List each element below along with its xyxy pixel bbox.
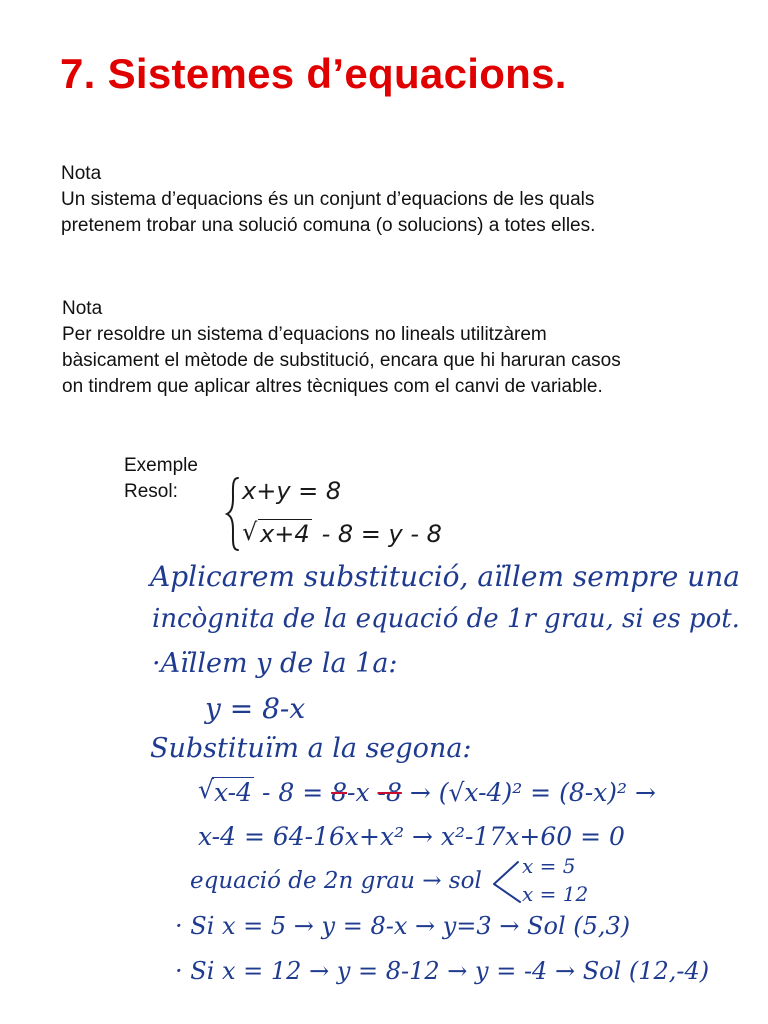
arrow-icon: → bbox=[409, 778, 431, 807]
handwritten-line: Substituïm a la segona: bbox=[150, 733, 472, 764]
system-equation-1: x+y = 8 bbox=[242, 477, 342, 505]
branch-bracket-icon bbox=[486, 850, 526, 910]
note-method bbox=[62, 296, 621, 400]
square-root bbox=[198, 775, 254, 807]
handwritten-line: incògnita de la equació de 1r grau, si es pot. bbox=[152, 604, 740, 634]
note-text-line: Un sistema d’equacions és un conjunt d’equacions de les quals bbox=[61, 189, 595, 210]
example-label: Exemple bbox=[124, 455, 198, 476]
note-text-line: on tindrem que aplicar altres tècniques com el canvi de variable. bbox=[62, 376, 603, 397]
expression-part: -x bbox=[347, 778, 370, 807]
note-text-line: Per resoldre un sistema d’equacions no lineals utilitzàrem bbox=[62, 324, 547, 345]
note-heading: Nota bbox=[62, 298, 103, 319]
handwritten-line: · Si x = 5 → y = 8-x → y=3 → Sol (5,3) bbox=[175, 912, 631, 940]
square-root bbox=[242, 520, 312, 548]
system-equation-2 bbox=[242, 520, 442, 548]
radical-sign-icon: √ bbox=[242, 518, 258, 546]
cancelled-term: -8 bbox=[377, 778, 402, 807]
handwritten-line: · Si x = 12 → y = 8-12 → y = -4 → Sol (12,-4) bbox=[175, 957, 710, 985]
solutions-branch bbox=[486, 850, 626, 910]
solution-value: x = 5 bbox=[522, 854, 576, 878]
example-label-block bbox=[124, 453, 198, 505]
expression-part: - 8 = bbox=[261, 778, 324, 807]
radicand: x+4 bbox=[260, 520, 310, 548]
radical-sign-icon: √ bbox=[198, 775, 214, 804]
note-definition bbox=[61, 161, 595, 239]
system-brace-icon bbox=[224, 474, 242, 554]
equation-rest: - 8 = y - 8 bbox=[321, 520, 442, 548]
expression-part: (√x-4)² = (8-x)² → bbox=[438, 778, 656, 807]
page-title: 7. Sistemes d’equacions. bbox=[60, 50, 567, 97]
note-text-line: pretenem trobar una solució comuna (o solucions) a totes elles. bbox=[61, 215, 596, 236]
radicand: x-4 bbox=[214, 778, 253, 807]
example-prompt: Resol: bbox=[124, 481, 178, 502]
handwritten-line: ·Aïllem y de la 1a: bbox=[152, 648, 398, 679]
handwritten-line: equació de 2n grau → sol bbox=[190, 868, 482, 894]
handwritten-line: y = 8-x bbox=[205, 692, 306, 725]
handwritten-line bbox=[198, 775, 656, 807]
equation-system bbox=[224, 474, 484, 554]
note-text-line: bàsicament el mètode de substitució, encara que hi haruran casos bbox=[62, 350, 621, 371]
handwritten-line: Aplicarem substitució, aïllem sempre una bbox=[150, 560, 740, 593]
solution-value: x = 12 bbox=[522, 882, 589, 906]
note-heading: Nota bbox=[61, 163, 102, 184]
cancelled-term: 8 bbox=[331, 778, 348, 807]
handwritten-line: x-4 = 64-16x+x² → x²-17x+60 = 0 bbox=[198, 822, 625, 851]
